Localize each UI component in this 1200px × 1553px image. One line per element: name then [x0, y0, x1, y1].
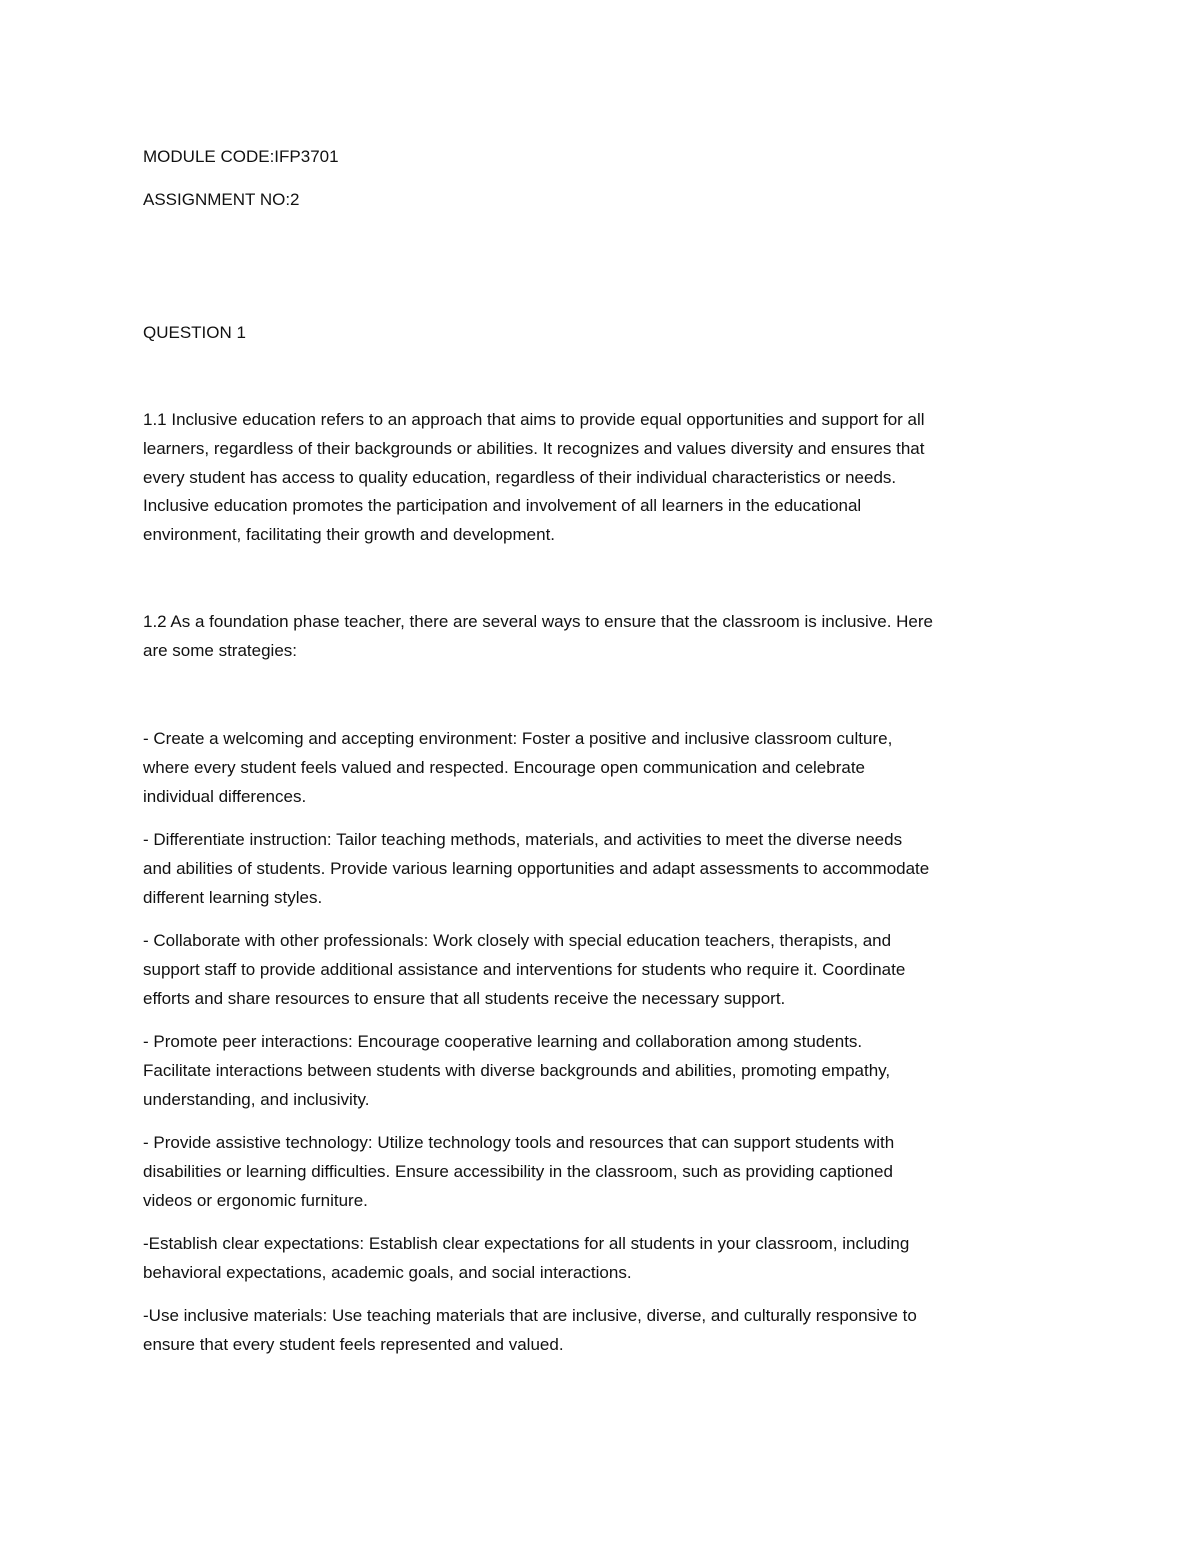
text-line: - Differentiate instruction: Tailor teaching methods, materials, and activities to meet the diverse needs [143, 830, 903, 849]
text-line: where every student feels valued and respected. Encourage open communication and celebrate [143, 757, 866, 777]
text-line: efforts and share resources to ensure that all students receive the necessary support. [143, 988, 786, 1008]
paragraph [143, 1230, 909, 1288]
text-line: every student has access to quality education, regardless of their individual characteristics or needs. [143, 467, 897, 487]
paragraph [143, 608, 933, 666]
text-line: behavioral expectations, academic goals, and social interactions. [143, 1262, 632, 1282]
assignment-number: ASSIGNMENT NO:2 [143, 190, 300, 209]
text-line: and abilities of students. Provide various learning opportunities and adapt assessments to accommodate [143, 858, 930, 878]
text-line: -Establish clear expectations: Establish clear expectations for all students in your classroom, including [143, 1234, 910, 1253]
paragraph [143, 826, 929, 912]
text-line: - Collaborate with other professionals: Work closely with special education teachers, therapists, and [143, 931, 892, 950]
text-line: disabilities or learning difficulties. Ensure accessibility in the classroom, such as providing captioned [143, 1161, 893, 1181]
paragraph [143, 927, 905, 1013]
paragraph [143, 1028, 890, 1114]
text-line: different learning styles. [143, 887, 323, 907]
text-line: learners, regardless of their backgrounds or abilities. It recognizes and values diversity and ensures that [143, 438, 925, 458]
paragraph [143, 725, 892, 811]
text-line: - Provide assistive technology: Utilize technology tools and resources that can support students with [143, 1133, 895, 1152]
text-line: -Use inclusive materials: Use teaching materials that are inclusive, diverse, and culturally responsive to [143, 1306, 917, 1325]
paragraph [143, 406, 925, 550]
paragraph [143, 1302, 917, 1360]
text-line: Facilitate interactions between students with diverse backgrounds and abilities, promoting empathy, [143, 1060, 891, 1080]
text-line: individual differences. [143, 786, 307, 806]
text-line: - Create a welcoming and accepting environment: Foster a positive and inclusive classroom culture, [143, 729, 893, 748]
text-line: videos or ergonomic furniture. [143, 1190, 368, 1210]
text-line: understanding, and inclusivity. [143, 1089, 370, 1109]
question-heading: QUESTION 1 [143, 323, 246, 342]
text-line: 1.2 As a foundation phase teacher, there are several ways to ensure that the classroom is inclusive. Here [143, 612, 933, 631]
text-line: ensure that every student feels represented and valued. [143, 1334, 564, 1354]
text-line: are some strategies: [143, 640, 298, 660]
text-line: Inclusive education promotes the participation and involvement of all learners in the educational [143, 496, 862, 516]
text-line: environment, facilitating their growth and development. [143, 525, 556, 545]
module-code: MODULE CODE:IFP3701 [143, 147, 339, 166]
paragraph [143, 1129, 894, 1215]
text-line: 1.1 Inclusive education refers to an approach that aims to provide equal opportunities and support for all [143, 410, 925, 429]
text-line: support staff to provide additional assistance and interventions for students who require it. Coordinate [143, 959, 906, 979]
text-line: - Promote peer interactions: Encourage cooperative learning and collaboration among students. [143, 1032, 863, 1051]
